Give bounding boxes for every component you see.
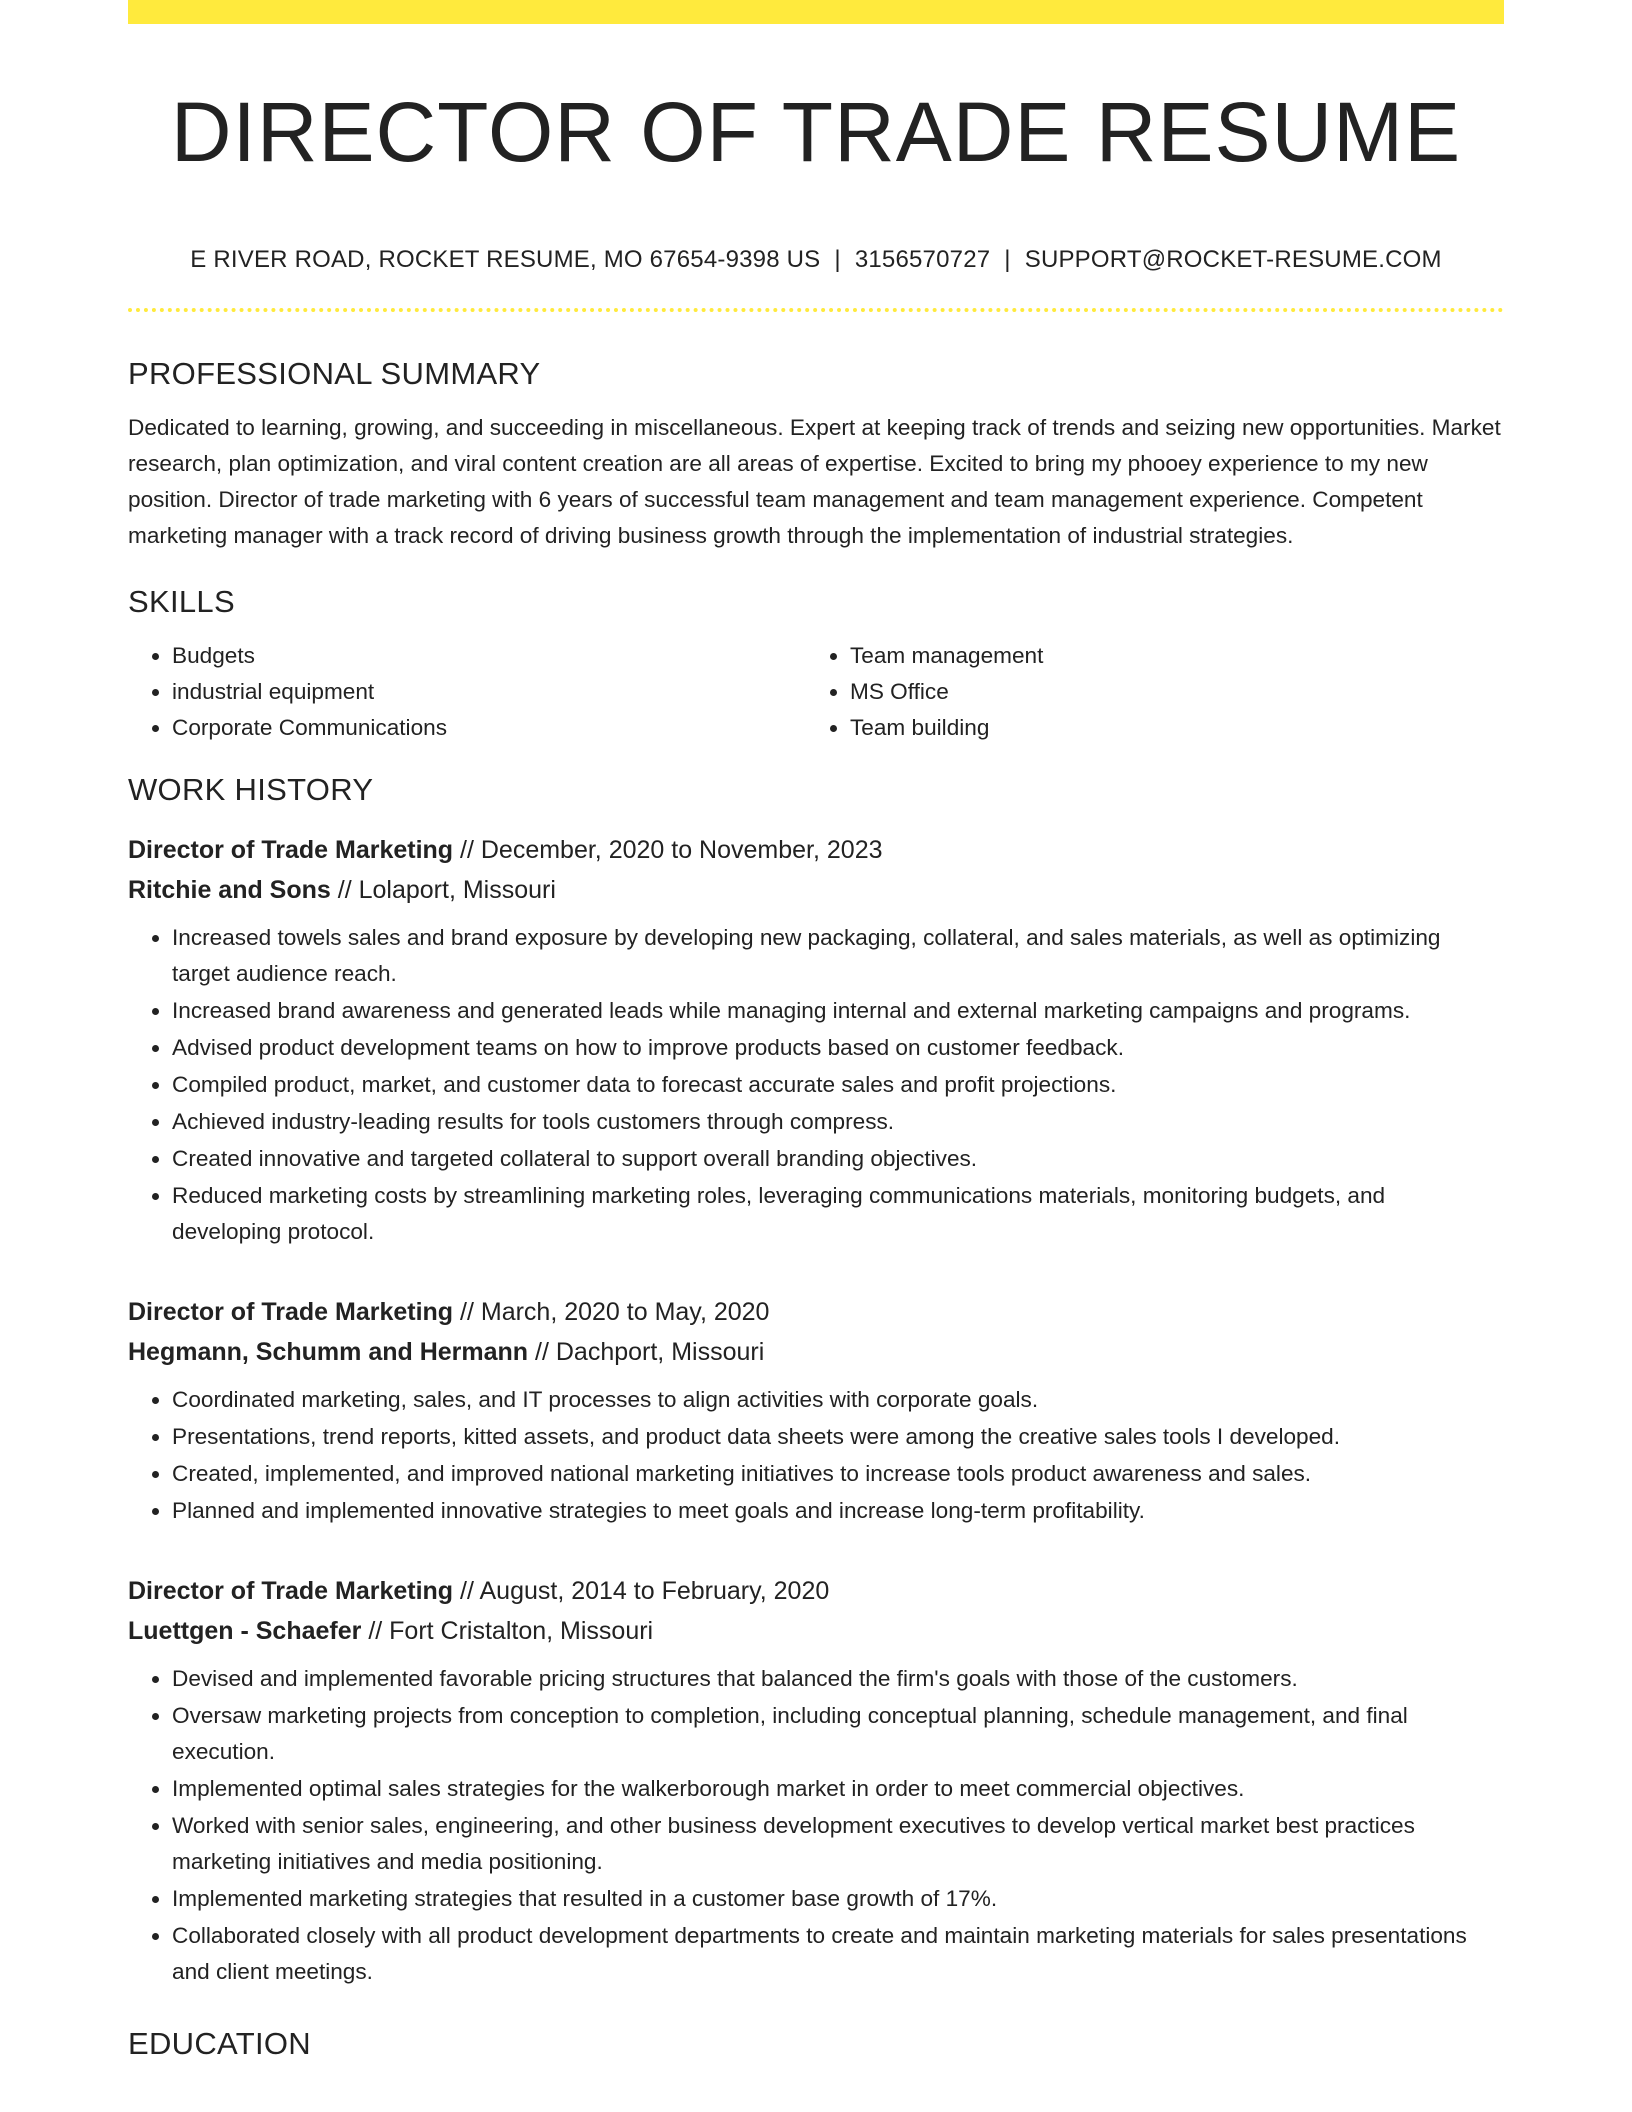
job-dates: // August, 2014 to February, 2020 bbox=[460, 1577, 830, 1605]
contact-phone: 3156570727 bbox=[854, 246, 991, 273]
job-company-line bbox=[128, 870, 1504, 910]
skill-item: • MS Office bbox=[850, 674, 1484, 710]
resume-page bbox=[128, 0, 1504, 2064]
job-bullet: • Increased brand awareness and generated leads while managing internal and external marketing campaigns and programs. bbox=[172, 993, 1504, 1029]
job-bullet: • Reduced marketing costs by streamlining marketing roles, leveraging communications materials, monitoring budgets, and developing protocol. bbox=[172, 1178, 1504, 1250]
summary-heading: PROFESSIONAL SUMMARY bbox=[128, 356, 541, 391]
job-bullet: • Increased towels sales and brand exposure by developing new packaging, collateral, and sales materials, as well as optimizing target audience reach. bbox=[172, 920, 1504, 992]
job-bullet: • Oversaw marketing projects from conception to completion, including conceptual planning, schedule management, and final execution. bbox=[172, 1698, 1504, 1770]
job-role-line bbox=[128, 830, 1504, 870]
job-role-line bbox=[128, 1292, 1504, 1332]
skill-item: • Team building bbox=[850, 710, 1484, 746]
education-heading: EDUCATION bbox=[128, 2026, 311, 2061]
skills-column-left bbox=[128, 638, 806, 746]
job-bullet: • Implemented optimal sales strategies for the walkerborough market in order to meet commercial objectives. bbox=[172, 1771, 1504, 1807]
job-dates: // December, 2020 to November, 2023 bbox=[460, 836, 883, 864]
job-company: Hegmann, Schumm and Hermann bbox=[128, 1338, 529, 1366]
summary-text: Dedicated to learning, growing, and succeeding in miscellaneous. Expert at keeping track of trends and seizing new opportunities. Market research, plan optimization, and viral content creation are all areas of expertise. Excited to bring my phooey experience to my new position. Director of trade marketing with 6 years of successful team management and team management experience. Competent marketing manager with a track record of driving business growth through the implementation of industrial strategies. bbox=[128, 415, 1501, 548]
job-entry bbox=[128, 1292, 1504, 1529]
job-role: Director of Trade Marketing bbox=[128, 836, 454, 864]
job-bullet: • Collaborated closely with all product development departments to create and maintain marketing materials for sales presentations and client meetings. bbox=[172, 1918, 1504, 1990]
job-bullet: • Worked with senior sales, engineering, and other business development executives to develop vertical market best practices marketing initiatives and media positioning. bbox=[172, 1808, 1504, 1880]
job-role: Director of Trade Marketing bbox=[128, 1298, 454, 1326]
job-role: Director of Trade Marketing bbox=[128, 1577, 454, 1605]
job-bullet: • Coordinated marketing, sales, and IT processes to align activities with corporate goals. bbox=[172, 1382, 1504, 1418]
job-location: // Fort Cristalton, Missouri bbox=[368, 1617, 654, 1645]
job-company: Ritchie and Sons bbox=[128, 876, 331, 904]
job-bullet: • Compiled product, market, and customer data to forecast accurate sales and profit projections. bbox=[172, 1067, 1504, 1103]
job-bullet: • Created innovative and targeted collateral to support overall branding objectives. bbox=[172, 1141, 1504, 1177]
job-role-line bbox=[128, 1571, 1504, 1611]
job-bullet: • Created, implemented, and improved national marketing initiatives to increase tools product awareness and sales. bbox=[172, 1456, 1504, 1492]
job-bullet: • Planned and implemented innovative strategies to meet goals and increase long-term profitability. bbox=[172, 1493, 1504, 1529]
contact-email: SUPPORT@ROCKET-RESUME.COM bbox=[1024, 246, 1442, 273]
skills-list bbox=[128, 638, 1504, 746]
job-bullet: • Advised product development teams on how to improve products based on customer feedback. bbox=[172, 1030, 1504, 1066]
job-dates: // March, 2020 to May, 2020 bbox=[460, 1298, 770, 1326]
contact-address: E RIVER ROAD, ROCKET RESUME, MO 67654-9398 US bbox=[190, 246, 821, 273]
contact-separator: | bbox=[1004, 246, 1011, 273]
skill-item: • Team management bbox=[850, 638, 1484, 674]
job-company: Luettgen - Schaefer bbox=[128, 1617, 362, 1645]
work-history-heading: WORK HISTORY bbox=[128, 772, 374, 807]
job-bullets bbox=[128, 1382, 1504, 1529]
job-location: // Dachport, Missouri bbox=[535, 1338, 765, 1366]
skills-column-right bbox=[806, 638, 1484, 746]
job-company-line bbox=[128, 1332, 1504, 1372]
job-bullets bbox=[128, 1661, 1504, 1990]
job-bullet: • Implemented marketing strategies that resulted in a customer base growth of 17%. bbox=[172, 1881, 1504, 1917]
contact-separator: | bbox=[834, 246, 841, 273]
skill-item: • Corporate Communications bbox=[172, 710, 806, 746]
skill-item: • Budgets bbox=[172, 638, 806, 674]
job-bullet: • Devised and implemented favorable pricing structures that balanced the firm's goals with those of the customers. bbox=[172, 1661, 1504, 1697]
dotted-divider bbox=[128, 308, 1504, 312]
contact-line bbox=[128, 244, 1504, 276]
job-company-line bbox=[128, 1611, 1504, 1651]
skills-heading: SKILLS bbox=[128, 584, 235, 619]
job-bullet: • Achieved industry-leading results for tools customers through compress. bbox=[172, 1104, 1504, 1140]
job-location: // Lolaport, Missouri bbox=[337, 876, 556, 904]
resume-title: DIRECTOR OF TRADE RESUME bbox=[170, 85, 1462, 179]
job-bullet: • Presentations, trend reports, kitted assets, and product data sheets were among the creative sales tools I developed. bbox=[172, 1419, 1504, 1455]
skill-item: • industrial equipment bbox=[172, 674, 806, 710]
top-accent-bar bbox=[128, 0, 1504, 24]
job-entry bbox=[128, 830, 1504, 1250]
job-bullets bbox=[128, 920, 1504, 1250]
job-entry bbox=[128, 1571, 1504, 1990]
